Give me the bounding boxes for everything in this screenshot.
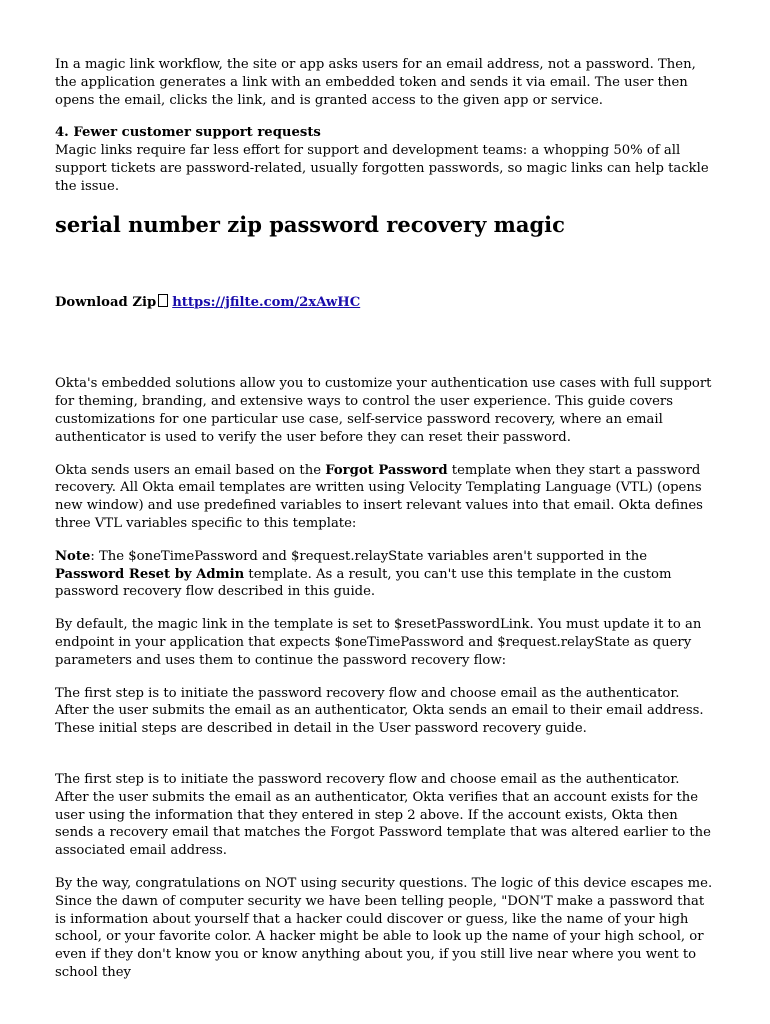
note-paragraph	[55, 548, 717, 601]
reset-by-admin-bold: Password Reset by Admin	[55, 566, 245, 582]
page-title: serial number zip password recovery magic	[55, 211, 565, 237]
note-text-b: template. As a result, you can't use this template in the custom password recovery flow described in this guide.	[55, 566, 672, 600]
section-heading: 4. Fewer customer support requests	[55, 125, 321, 141]
download-label: Download Zip	[55, 294, 157, 310]
forgot-password-bold: Forgot Password	[325, 462, 448, 478]
security-questions-paragraph: By the way, congratulations on NOT using security questions. The logic of this device escapes me. Since the dawn of computer security we have been telling people, "DON'T make a password that is information about yourself that a hacker could discover or guess, like the name of your high school, or your favorite color. A hacker might be able to look up the name of your high school, or even if they don't know you or know anything about you, if you still live near where you went to school they	[55, 875, 713, 980]
first-step-verify-paragraph: The first step is to initiate the password recovery flow and choose email as the authenticator. After the user submits the email as an authenticator, Okta verifies that an account exists for the user using the information that they entered in step 2 above. If the account exists, Okta then sends a recovery email that matches the Forgot Password template that was altered earlier to the associated email address.	[55, 771, 711, 859]
first-step-paragraph: The first step is to initiate the password recovery flow and choose email as the authenticator. After the user submits the email as an authenticator, Okta sends an email to their email address. These initial steps are described in detail in the User password recovery guide.	[55, 685, 704, 737]
section-body: Magic links require far less effort for support and development teams: a whopping 50% of all support tickets are password-related, usually forgotten passwords, so magic links can help tackle the issue.	[55, 143, 709, 194]
okta-embedded-paragraph: Okta's embedded solutions allow you to customize your authentication use cases with full support for theming, branding, and extensive ways to control the user experience. This guide covers customizations for one particular use case, self-service password recovery, where an email authenticator is used to verify the user before they can reset their password.	[55, 376, 712, 445]
note-text-a: : The $oneTimePassword and $request.relayState variables aren't supported in the	[90, 548, 647, 564]
download-link[interactable]: https://jfilte.com/2xAwHC	[172, 294, 361, 310]
note-bold: Note	[55, 548, 91, 564]
okta-sends-text-a: Okta sends users an email based on the	[55, 462, 326, 478]
default-link-paragraph: By default, the magic link in the template is set to $resetPasswordLink. You must update it to an endpoint in your application that expects $oneTimePassword and $request.relayState as query parameters and uses them to continue the password recovery flow:	[55, 617, 702, 668]
intro-paragraph: In a magic link workflow, the site or app asks users for an email address, not a password. Then, the application generates a link with an embedded token and sends it via email. The user then opens the email, clicks the link, and is granted access to the given app or service.	[55, 57, 696, 108]
document-page	[55, 56, 717, 982]
download-line	[55, 294, 717, 312]
missing-glyph-icon	[158, 294, 168, 307]
okta-sends-paragraph	[55, 462, 717, 533]
okta-sends-text-b: template when they start a password recovery. All Okta email templates are written using Velocity Templating Language (VTL) (opens new window) and use predefined variables to insert relevant values into that email. Okta defines three VTL variables specific to this template:	[55, 462, 703, 531]
